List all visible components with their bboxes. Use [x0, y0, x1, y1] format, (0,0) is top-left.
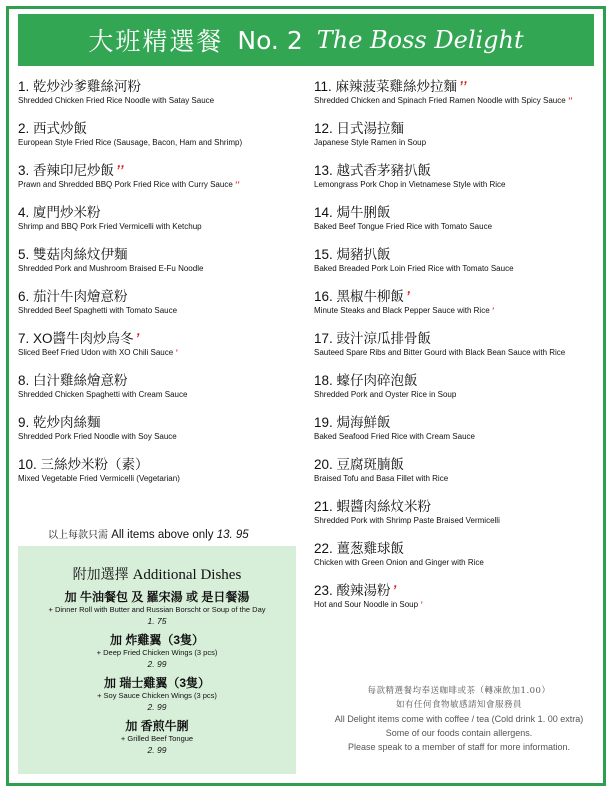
note-cn-2: 如有任何食物敏感請知會服務員 [395, 700, 522, 710]
menu-item-desc [18, 137, 300, 149]
menu-item [18, 372, 300, 414]
menu-item-desc [18, 221, 300, 233]
menu-item-desc [18, 431, 300, 443]
menu-item-desc-text: Shredded Pork and Oyster Rice in Soup [314, 390, 457, 399]
menu-item-title [18, 330, 300, 347]
menu-item [18, 120, 300, 162]
chili-icon: ʼʼ [459, 79, 467, 94]
menu-item-title-text: 23. 酸辣湯粉 [314, 583, 391, 598]
all-items-en: All items above only [111, 529, 214, 541]
menu-item-desc-text: European Style Fried Rice (Sausage, Bacon, Ham and Shrimp) [18, 138, 243, 147]
menu-column-left [18, 78, 300, 498]
note-en-2: Some of our foods contain allergens. [385, 728, 533, 738]
menu-item-title-text: 5. 雙菇肉絲炆伊麵 [18, 247, 128, 262]
menu-item-title-text: 4. 廈門炒米粉 [18, 205, 101, 220]
menu-item [18, 204, 300, 246]
chili-icon: ʼ [420, 600, 423, 609]
menu-item-title [18, 120, 300, 137]
header-title-en: The Boss Delight [316, 26, 524, 54]
menu-item-desc-text: Shredded Chicken Fried Rice Noodle with Satay Sauce [18, 96, 215, 105]
menu-item [18, 162, 300, 204]
menu-item-title-text: 19. 焗海鮮飯 [314, 415, 391, 430]
chili-icon: ʼ [135, 331, 140, 346]
menu-item-title [18, 78, 300, 95]
menu-item-title [314, 372, 604, 389]
menu-item-title [314, 120, 604, 137]
menu-item-desc [314, 599, 604, 611]
menu-item-title [18, 456, 300, 473]
additional-item-title: 加 香煎牛脷 [125, 719, 189, 733]
additional-item-price: 1. 75 [147, 616, 167, 626]
additional-item-title: 加 炸雞翼（3隻） [109, 633, 204, 647]
menu-item-title [314, 78, 604, 95]
menu-item-title [314, 456, 604, 473]
additional-item-price: 2. 99 [147, 659, 167, 669]
menu-item-title-text: 11. 麻辣菠菜雞絲炒拉麵 [314, 79, 458, 94]
additional-heading [18, 564, 296, 584]
menu-item-desc-text: Shredded Pork and Mushroom Braised E-Fu Noodle [18, 264, 204, 273]
menu-item-title [18, 246, 300, 263]
menu-item-desc [18, 305, 300, 317]
all-items-cn: 以上每款只需 [48, 530, 108, 541]
menu-item [314, 498, 604, 540]
menu-item [314, 372, 604, 414]
header-title-cn: 大班精選餐 [88, 27, 224, 56]
menu-item-title-text: 1. 乾炒沙爹雞絲河粉 [18, 79, 142, 94]
menu-item-title [18, 204, 300, 221]
menu-item-title [18, 414, 300, 431]
menu-item-title-text: 17. 豉汁涼瓜排骨飯 [314, 331, 432, 346]
menu-item-title-text: 6. 茄汁牛肉燴意粉 [18, 289, 128, 304]
menu-item-desc-text: Lemongrass Pork Chop in Vietnamese Style with Rice [314, 180, 506, 189]
note-en-1: All Delight items come with coffee / tea (Cold drink 1. 00 extra) [334, 714, 584, 724]
menu-item [314, 456, 604, 498]
menu-item-desc-text: Chicken with Green Onion and Ginger with Rice [314, 558, 484, 567]
additional-heading-cn: 附加選擇 [72, 566, 129, 582]
menu-item-title-text: 8. 白汁雞絲燴意粉 [18, 373, 128, 388]
menu-item-desc-text: Baked Beef Tongue Fried Rice with Tomato Sauce [314, 222, 493, 231]
menu-item-desc-text: Mixed Vegetable Fried Vermicelli (Vegetarian) [18, 474, 180, 483]
bottom-note [314, 684, 604, 754]
additional-item-title: 加 瑞士雞翼（3隻） [103, 676, 210, 690]
additional-item-desc: + Dinner Roll with Butter and Russian Borscht or Soup of the Day [48, 605, 266, 614]
additional-item-desc: + Grilled Beef Tongue [120, 734, 194, 743]
chili-icon: ʼ [491, 306, 494, 315]
menu-item-title [314, 288, 604, 305]
menu-item-desc [314, 221, 604, 233]
menu-item-desc-text: Shredded Chicken Spaghetti with Cream Sauce [18, 390, 188, 399]
menu-item-desc [18, 389, 300, 401]
menu-header [18, 14, 594, 66]
menu-item [314, 540, 604, 582]
all-items-price-line [48, 526, 249, 541]
menu-item-desc-text: Minute Steaks and Black Pepper Sauce with Rice [314, 306, 490, 315]
menu-item-desc [18, 179, 300, 191]
menu-item-desc [18, 347, 300, 359]
menu-item-title [18, 372, 300, 389]
menu-item [18, 456, 300, 498]
menu-item [314, 246, 604, 288]
menu-item-desc [314, 137, 604, 149]
menu-item [314, 204, 604, 246]
additional-list [18, 590, 296, 756]
chili-icon: ʼʼ [234, 180, 240, 189]
menu-item-title [314, 246, 604, 263]
all-items-price: 13. 95 [216, 529, 249, 541]
additional-dishes-panel [18, 546, 296, 774]
menu-item-title-text: 22. 薑葱雞球飯 [314, 541, 405, 556]
additional-item-desc: + Soy Sauce Chicken Wings (3 pcs) [97, 691, 217, 700]
menu-item-title-text: 18. 蠔仔肉碎泡飯 [314, 373, 418, 388]
menu-item-desc [18, 263, 300, 275]
chili-icon: ʼʼ [116, 163, 124, 178]
menu-item-desc [314, 347, 604, 359]
menu-item-desc [314, 263, 604, 275]
menu-item-title [314, 498, 604, 515]
menu-item [314, 582, 604, 624]
menu-item-desc [314, 179, 604, 191]
menu-item-desc [314, 305, 604, 317]
menu-item-title [314, 540, 604, 557]
menu-item [18, 78, 300, 120]
menu-item-desc-text: Japanese Style Ramen in Soup [314, 138, 427, 147]
note-cn-1: 每款精選餐均奉送咖啡或茶（轉凍飲加1.00） [367, 686, 551, 696]
menu-item-desc-text: Shrimp and BBQ Pork Fried Vermicelli with Ketchup [18, 222, 202, 231]
menu-item-desc [18, 473, 300, 485]
menu-item-title [314, 204, 604, 221]
chili-icon: ʼ [406, 289, 410, 304]
chili-icon: ʼʼ [567, 96, 573, 105]
menu-item-desc-text: Prawn and Shredded BBQ Pork Fried Rice with Curry Sauce [18, 180, 233, 189]
menu-item [314, 162, 604, 204]
menu-item-title [18, 288, 300, 305]
menu-item-title-text: 9. 乾炒肉絲麵 [18, 415, 101, 430]
menu-item-desc-text: Baked Seafood Fried Rice with Cream Sauce [314, 432, 475, 441]
menu-item-title-text: 20. 豆腐斑腩飯 [314, 457, 405, 472]
menu-item-desc-text: Shredded Pork Fried Noodle with Soy Sauce [18, 432, 177, 441]
menu-item-title-text: 16. 黑椒牛柳飯 [314, 289, 405, 304]
menu-item-title-text: 7. XO醬牛肉炒烏冬 [18, 331, 134, 346]
menu-item-title-text: 12. 日式湯拉麵 [314, 121, 405, 136]
menu-item-desc [314, 389, 604, 401]
additional-item-title: 加 牛油餐包 及 羅宋湯 或 是日餐湯 [64, 590, 250, 604]
menu-item [18, 330, 300, 372]
menu-item-desc [314, 473, 604, 485]
additional-item-price: 2. 99 [147, 745, 167, 755]
additional-item-desc: + Deep Fried Chicken Wings (3 pcs) [96, 648, 218, 657]
menu-item [314, 78, 604, 120]
menu-item [18, 414, 300, 456]
menu-item-title [314, 162, 604, 179]
menu-item [18, 246, 300, 288]
menu-item-desc [314, 431, 604, 443]
menu-item [314, 414, 604, 456]
menu-item-desc-text: Braised Tofu and Basa Fillet with Rice [314, 474, 449, 483]
menu-item-title-text: 21. 蝦醬肉絲炆米粉 [314, 499, 432, 514]
chili-icon: ʼ [392, 583, 397, 598]
header-number: No. 2 [237, 25, 303, 55]
additional-item-price: 2. 99 [147, 702, 167, 712]
menu-item-desc [314, 515, 604, 527]
menu-item-desc [18, 95, 300, 107]
menu-item [314, 288, 604, 330]
menu-item-title [314, 330, 604, 347]
menu-item-title-text: 15. 焗豬扒飯 [314, 247, 391, 262]
additional-heading-en: Additional Dishes [132, 567, 242, 583]
note-en-3: Please speak to a member of staff for more information. [348, 742, 570, 752]
menu-item [18, 288, 300, 330]
chili-icon: ʼ [175, 348, 178, 357]
menu-item-desc-text: Sauteed Spare Ribs and Bitter Gourd with Black Bean Sauce with Rice [314, 348, 566, 357]
menu-item-title [18, 162, 300, 179]
menu-item-desc-text: Sliced Beef Fried Udon with XO Chili Sauce [18, 348, 174, 357]
menu-item-title [314, 414, 604, 431]
menu-item-desc-text: Shredded Chicken and Spinach Fried Ramen Noodle with Spicy Sauce [314, 96, 566, 105]
menu-item-title-text: 13. 越式香茅豬扒飯 [314, 163, 432, 178]
menu-item [314, 330, 604, 372]
menu-item-title-text: 14. 焗牛脷飯 [314, 205, 391, 220]
menu-item [314, 120, 604, 162]
menu-column-right [314, 78, 604, 624]
menu-item-title [314, 582, 604, 599]
menu-item-desc-text: Baked Breaded Pork Loin Fried Rice with Tomato Sauce [314, 264, 514, 273]
menu-item-title-text: 2. 西式炒飯 [18, 121, 88, 136]
menu-item-desc-text: Shredded Pork with Shrimp Paste Braised Vermicelli [314, 516, 500, 525]
menu-item-desc-text: Shredded Beef Spaghetti with Tomato Sauce [18, 306, 178, 315]
menu-item-desc [314, 557, 604, 569]
menu-item-title-text: 10. 三絲炒米粉（素） [18, 457, 149, 472]
menu-item-desc-text: Hot and Sour Noodle in Soup [314, 600, 419, 609]
menu-item-desc [314, 95, 604, 107]
menu-item-title-text: 3. 香辣印尼炒飯 [18, 163, 115, 178]
